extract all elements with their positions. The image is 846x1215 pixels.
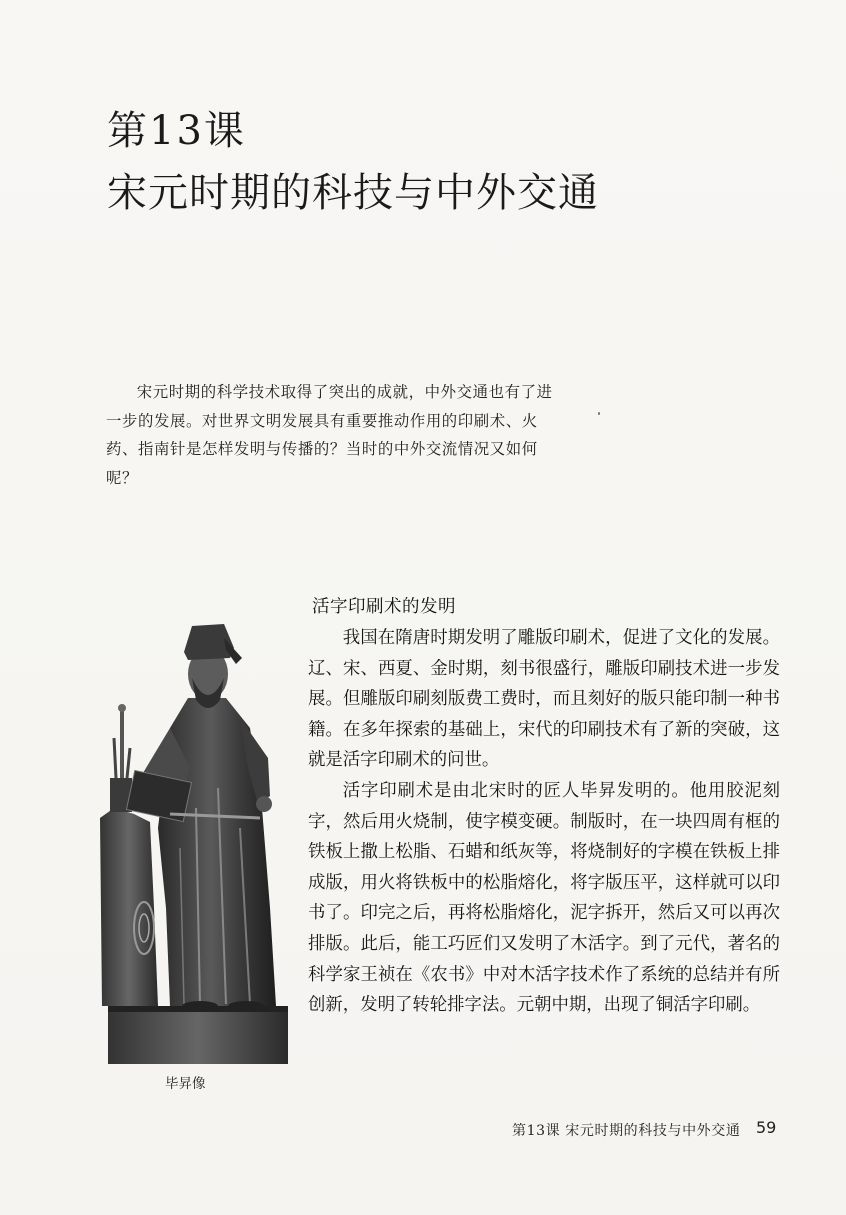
intro-paragraph: 宋元时期的科学技术取得了突出的成就，中外交通也有了进一步的发展。对世界文明发展具有重要推动作用的印刷术、火药、指南针是怎样发明与传播的？当时的中外交流情况又如何呢？ <box>106 383 553 487</box>
pedestal <box>108 1006 288 1064</box>
section-body <box>308 623 780 1021</box>
lesson-title <box>107 100 599 224</box>
body-paragraph-1: 我国在隋唐时期发明了雕版印刷术，促进了文化的发展。辽、宋、西夏、金时期，刻书很盛行，雕版印刷技术进一步发展。但雕版印刷刻版费工费时，而且刻好的版只能印制一种书籍。在多年探索的基础上，宋代的印刷技术有了新的突破，这就是活字印刷术的问世。 <box>308 628 780 771</box>
running-footer: 第13课 宋元时期的科技与中外交通 <box>512 1123 741 1139</box>
body-paragraph-2: 活字印刷术是由北宋时的匠人毕昇发明的。他用胶泥刻字，然后用火烧制，使字模变硬。制版时，在一块四周有框的铁板上撒上松脂、石蜡和纸灰等，将烧制好的字模在铁板上排成版，用火将铁板中的松脂熔化，将字版压平，这样就可以印书了。印完之后，再将松脂熔化，泥字拆开，然后又可以再次排版。此后，能工巧匠们又发明了木活字。到了元代，著名的科学家王祯在《农书》中对木活字技术作了系统的总结并有所创新，发明了转轮排字法。元朝中期，出现了铜活字印刷。 <box>308 780 780 1016</box>
lesson-number: 第13课 <box>107 108 246 154</box>
lesson-name: 宋元时期的科技与中外交通 <box>107 170 599 216</box>
page-number: 59 <box>756 1118 777 1137</box>
section-heading: 活字印刷术的发明 <box>312 597 456 617</box>
bisheng-statue-figure <box>100 608 296 1068</box>
statue-illustration <box>100 608 296 1068</box>
scan-speck <box>598 412 600 415</box>
figure-caption: 毕昇像 <box>165 1076 206 1092</box>
